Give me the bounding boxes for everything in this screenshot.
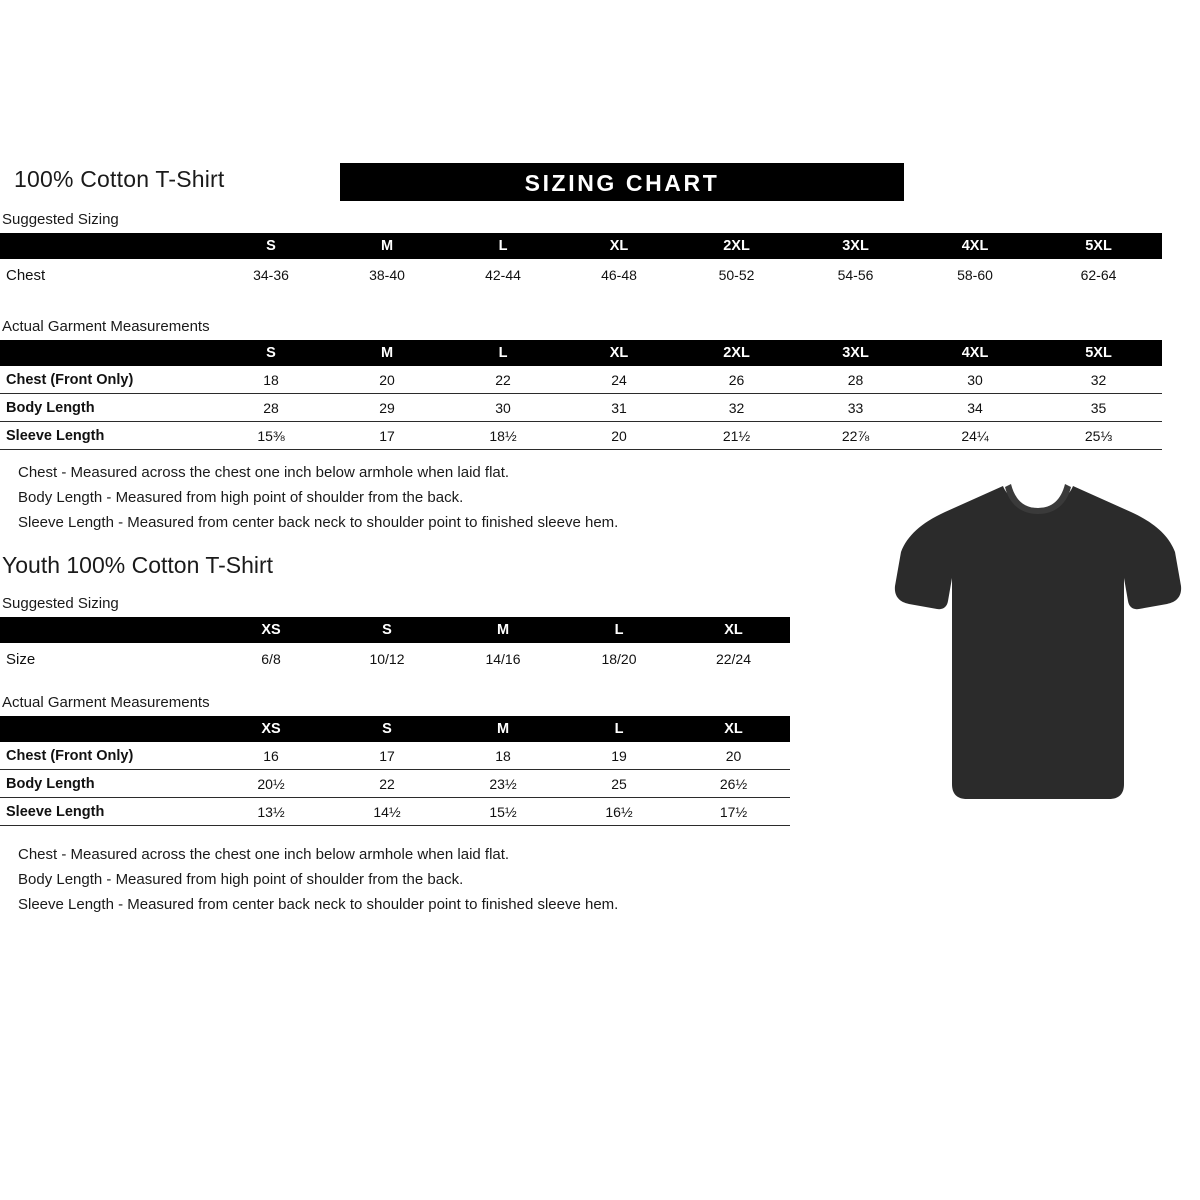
- column-header: XL: [561, 233, 677, 259]
- table-cell: 31: [561, 394, 677, 422]
- adult-suggested-sizing-table: [0, 233, 1162, 291]
- column-header: 5XL: [1035, 340, 1162, 366]
- table-cell: 20: [677, 742, 790, 770]
- adult-suggested-sizing-label: Suggested Sizing: [2, 211, 119, 228]
- column-header: XL: [677, 617, 790, 643]
- column-header: XL: [561, 340, 677, 366]
- table-cell: 22: [329, 770, 445, 798]
- table-cell: 46-48: [601, 267, 637, 283]
- table-cell: 19: [561, 742, 677, 770]
- table-cell: 62-64: [1080, 267, 1117, 283]
- note-sleeve-length: Sleeve Length - Measured from center back neck to shoulder point to finished sleeve hem.: [18, 514, 619, 531]
- column-header: 2XL: [677, 340, 796, 366]
- row-label: Sleeve Length: [0, 422, 213, 450]
- table-cell: 30: [445, 394, 561, 422]
- column-header: S: [329, 617, 445, 643]
- column-header: [0, 340, 213, 366]
- column-header: [0, 617, 213, 643]
- table-cell: 28: [213, 394, 329, 422]
- column-header: [0, 716, 213, 742]
- table-cell: 54-56: [837, 267, 874, 283]
- column-header: XL: [677, 716, 790, 742]
- youth-measurement-notes: [18, 842, 618, 917]
- table-row: [0, 366, 1162, 394]
- table-cell: 18/20: [601, 651, 637, 667]
- column-header: 3XL: [796, 340, 915, 366]
- table-cell: 18: [445, 742, 561, 770]
- row-label: Chest: [6, 266, 46, 284]
- table-cell: 50-52: [718, 267, 755, 283]
- table-cell: 15½: [445, 798, 561, 826]
- column-header: S: [329, 716, 445, 742]
- row-label: Chest (Front Only): [0, 742, 213, 770]
- table-cell: 17: [329, 742, 445, 770]
- column-header: S: [213, 233, 329, 259]
- table-cell: 20: [561, 422, 677, 450]
- table-cell: 22/24: [715, 651, 752, 667]
- youth-actual-measurements-table: [0, 716, 790, 826]
- table-header-row: [0, 617, 790, 643]
- column-header: M: [445, 617, 561, 643]
- table-cell: 29: [329, 394, 445, 422]
- table-cell: 6/8: [261, 651, 281, 667]
- row-label: Size: [6, 650, 36, 668]
- column-header: L: [561, 617, 677, 643]
- column-header: XS: [213, 617, 329, 643]
- table-cell: 26: [677, 366, 796, 394]
- adult-section-title: 100% Cotton T-Shirt: [14, 166, 225, 192]
- column-header: 2XL: [677, 233, 796, 259]
- column-header: M: [329, 340, 445, 366]
- table-cell: 16: [213, 742, 329, 770]
- t-shirt-icon: [893, 478, 1183, 808]
- table-cell: 15⅜: [213, 422, 329, 450]
- row-label: Body Length: [0, 394, 213, 422]
- row-label: Body Length: [0, 770, 213, 798]
- column-header: L: [445, 340, 561, 366]
- table-cell: 14/16: [485, 651, 521, 667]
- table-cell: 28: [796, 366, 915, 394]
- note-chest: Chest - Measured across the chest one inch below armhole when laid flat.: [18, 464, 510, 481]
- table-cell: 38-40: [369, 267, 405, 283]
- table-cell: 18: [213, 366, 329, 394]
- table-header-row: [0, 340, 1162, 366]
- table-row: [0, 798, 790, 826]
- adult-actual-measurements-table: [0, 340, 1162, 450]
- note-chest: Chest - Measured across the chest one inch below armhole when laid flat.: [18, 846, 510, 863]
- column-header: L: [561, 716, 677, 742]
- note-body-length: Body Length - Measured from high point of shoulder from the back.: [18, 489, 464, 506]
- row-label: Sleeve Length: [0, 798, 213, 826]
- table-cell: 34: [915, 394, 1035, 422]
- table-cell: 25: [561, 770, 677, 798]
- table-cell: 32: [677, 394, 796, 422]
- table-row: [0, 643, 790, 675]
- table-cell: 20½: [213, 770, 329, 798]
- table-cell: 42-44: [485, 267, 521, 283]
- column-header: [0, 233, 213, 259]
- adult-actual-measurements-label: Actual Garment Measurements: [2, 318, 210, 335]
- table-cell: 33: [796, 394, 915, 422]
- table-cell: 10/12: [369, 651, 405, 667]
- youth-suggested-sizing-table: [0, 617, 790, 675]
- table-cell: 13½: [213, 798, 329, 826]
- note-sleeve-length: Sleeve Length - Measured from center back neck to shoulder point to finished sleeve hem.: [18, 896, 619, 913]
- column-header: 5XL: [1035, 233, 1162, 259]
- note-body-length: Body Length - Measured from high point of shoulder from the back.: [18, 871, 464, 888]
- table-header-row: [0, 233, 1162, 259]
- table-cell: 20: [329, 366, 445, 394]
- table-cell: 24: [561, 366, 677, 394]
- sizing-chart-banner: [340, 163, 904, 201]
- table-row: [0, 422, 1162, 450]
- table-cell: 17½: [677, 798, 790, 826]
- column-header: 4XL: [915, 233, 1035, 259]
- youth-actual-measurements-label: Actual Garment Measurements: [2, 694, 210, 711]
- table-row: [0, 770, 790, 798]
- table-cell: 21½: [677, 422, 796, 450]
- table-row: [0, 394, 1162, 422]
- table-cell: 34-36: [253, 267, 289, 283]
- table-cell: 18½: [445, 422, 561, 450]
- t-shirt-illustration: [893, 478, 1183, 808]
- table-row: [0, 259, 1162, 291]
- sizing-chart-banner-label: SIZING CHART: [524, 170, 720, 196]
- table-cell: 30: [915, 366, 1035, 394]
- column-header: 4XL: [915, 340, 1035, 366]
- table-cell: 17: [329, 422, 445, 450]
- table-cell: 23½: [445, 770, 561, 798]
- column-header: M: [329, 233, 445, 259]
- adult-measurement-notes: [18, 460, 618, 535]
- row-label: Chest (Front Only): [0, 366, 213, 394]
- column-header: M: [445, 716, 561, 742]
- table-header-row: [0, 716, 790, 742]
- column-header: S: [213, 340, 329, 366]
- table-cell: 14½: [329, 798, 445, 826]
- table-cell: 35: [1035, 394, 1162, 422]
- table-row: [0, 742, 790, 770]
- table-cell: 16½: [561, 798, 677, 826]
- table-cell: 22⅞: [796, 422, 915, 450]
- table-cell: 24¼: [915, 422, 1035, 450]
- youth-suggested-sizing-label: Suggested Sizing: [2, 595, 119, 612]
- table-cell: 32: [1035, 366, 1162, 394]
- table-cell: 58-60: [957, 267, 993, 283]
- table-cell: 22: [445, 366, 561, 394]
- youth-section-title: Youth 100% Cotton T-Shirt: [2, 552, 274, 578]
- column-header: L: [445, 233, 561, 259]
- table-cell: 25⅓: [1035, 422, 1162, 450]
- column-header: 3XL: [796, 233, 915, 259]
- table-cell: 26½: [677, 770, 790, 798]
- column-header: XS: [213, 716, 329, 742]
